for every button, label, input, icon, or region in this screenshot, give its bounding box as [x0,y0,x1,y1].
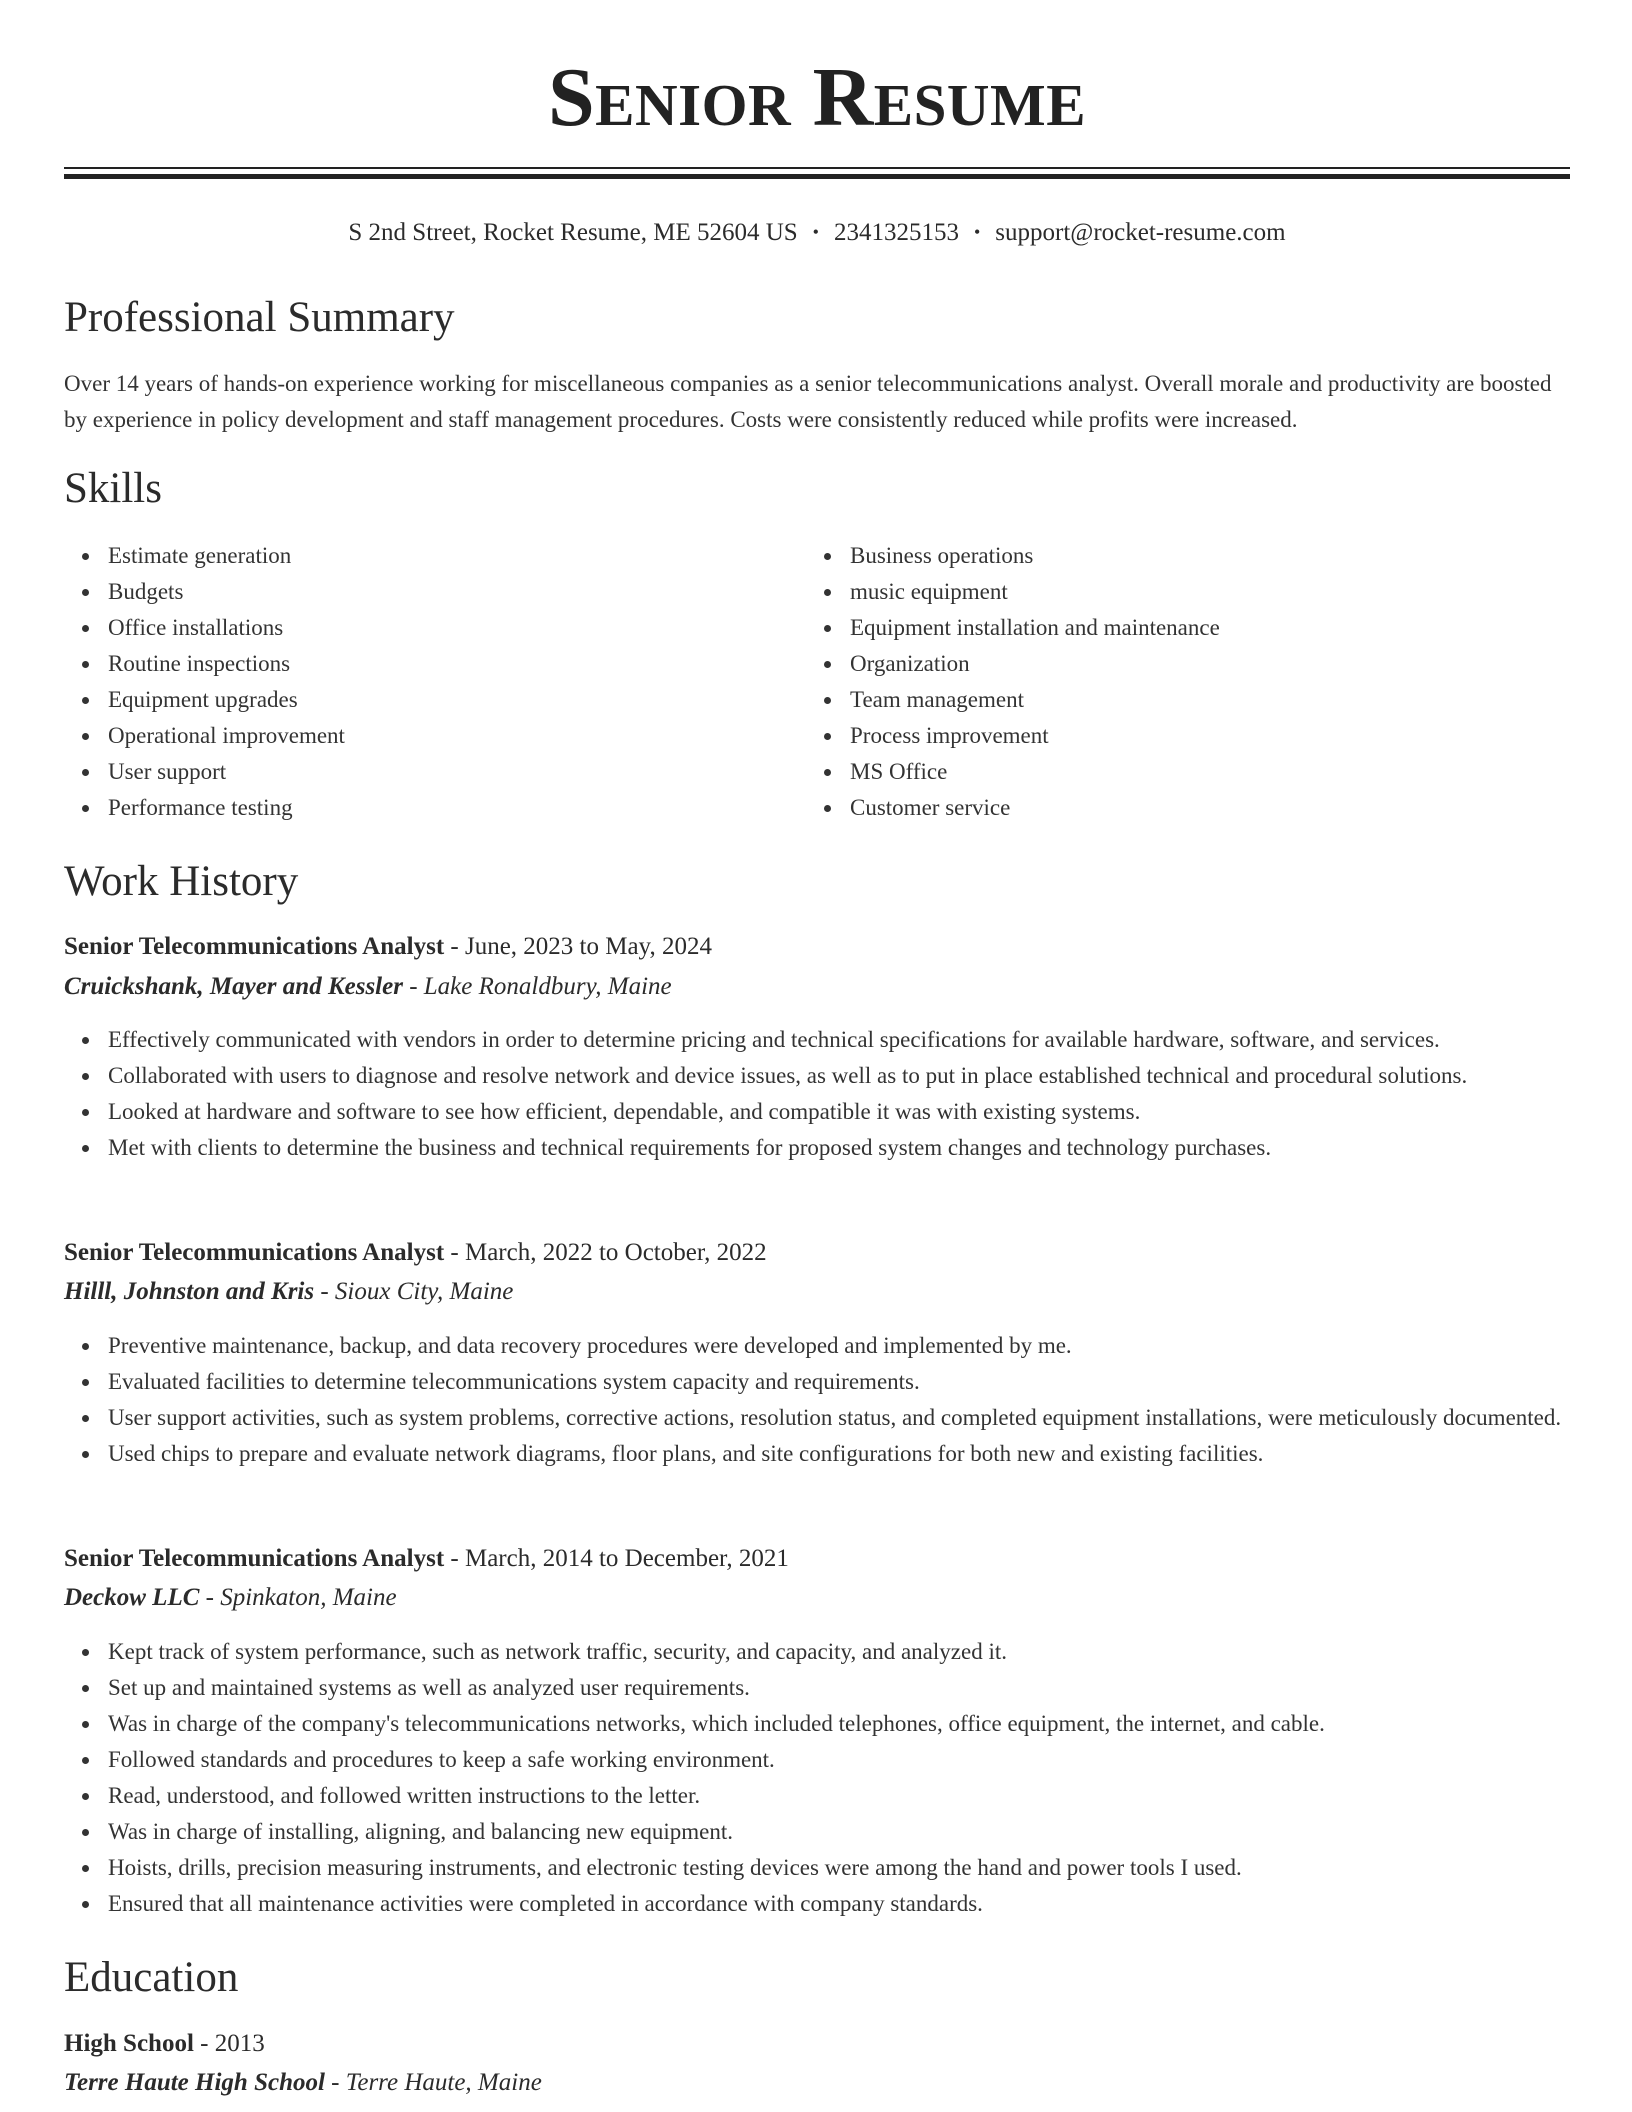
job-bullet: Used chips to prepare and evaluate network diagrams, floor plans, and site configurations for both new and existing facilities. [108,1436,1570,1472]
job-bullets [64,1022,1570,1166]
skills-heading: Skills [64,465,162,512]
skill-item: Budgets [108,574,808,610]
skill-item: Performance testing [108,790,808,826]
job-company: Hilll, Johnston and Kris [64,1278,315,1305]
summary-text: Over 14 years of hands-on experience working for miscellaneous companies as a senior telecommunications analyst. Overall morale and productivity are boosted by experience in policy development and staff management procedures. Costs were consistently reduced while profits were increased. [64,371,1552,432]
skill-item: Operational improvement [108,718,808,754]
contact-line [64,214,1570,251]
job-bullet: Kept track of system performance, such as network traffic, security, and capacity, and analyzed it. [108,1634,1570,1670]
job-bullets [64,1634,1570,1922]
skills-list-right [806,538,1614,826]
header-rule-thin [64,167,1570,169]
job-bullet: Effectively communicated with vendors in order to determine pricing and technical specifications for available hardware, software, and services. [108,1022,1570,1058]
job-bullet: Followed standards and procedures to keep a safe working environment. [108,1742,1570,1778]
skill-item: Office installations [108,610,808,646]
job-bullet: Looked at hardware and software to see how efficient, dependable, and compatible it was with existing systems. [108,1094,1570,1130]
education-degree: High School [64,2030,194,2057]
education-school: Terre Haute High School [64,2069,325,2096]
job-location: - Spinkaton, Maine [199,1584,397,1611]
skill-item: Organization [850,646,1614,682]
skill-item: Equipment upgrades [108,682,808,718]
skill-item: Equipment installation and maintenance [850,610,1614,646]
job-bullets [64,1328,1570,1472]
job-dates: - March, 2022 to October, 2022 [444,1239,767,1266]
job-location: - Sioux City, Maine [314,1278,514,1305]
job-dates: - June, 2023 to May, 2024 [444,933,712,960]
skill-item: music equipment [850,574,1614,610]
skill-item: Estimate generation [108,538,808,574]
job-bullet: Evaluated facilities to determine telecommunications system capacity and requirements. [108,1364,1570,1400]
skill-item: Customer service [850,790,1614,826]
job-title: Senior Telecommunications Analyst [64,1545,445,1572]
contact-email[interactable]: support@rocket-resume.com [995,219,1286,246]
education-heading: Education [64,1954,239,2001]
contact-separator: • [973,222,981,242]
skill-item: Process improvement [850,718,1614,754]
education-location: - Terre Haute, Maine [324,2069,542,2096]
job-title: Senior Telecommunications Analyst [64,933,445,960]
job-bullet: Set up and maintained systems as well as analyzed user requirements. [108,1670,1570,1706]
header-rule-thick [64,174,1570,179]
skill-item: Business operations [850,538,1614,574]
contact-address: S 2nd Street, Rocket Resume, ME 52604 US [348,219,798,246]
summary-heading: Professional Summary [64,294,455,341]
job-bullet: Preventive maintenance, backup, and data recovery procedures were developed and implemented by me. [108,1328,1570,1364]
job-bullet: Met with clients to determine the business and technical requirements for proposed system changes and technology purchases. [108,1130,1570,1166]
skill-item: User support [108,754,808,790]
job-header [64,1540,789,1578]
skill-item: Team management [850,682,1614,718]
job-company-line [64,1579,397,1617]
work-heading: Work History [64,858,299,905]
job-bullet: Was in charge of the company's telecommunications networks, which included telephones, office equipment, the internet, and cable. [108,1706,1570,1742]
job-bullet: User support activities, such as system problems, corrective actions, resolution status, and completed equipment installations, were meticulously documented. [108,1400,1570,1436]
skill-item: MS Office [850,754,1614,790]
job-bullet: Ensured that all maintenance activities were completed in accordance with company standards. [108,1886,1570,1922]
job-bullet: Collaborated with users to diagnose and resolve network and device issues, as well as to put in place established technical and procedural solutions. [108,1058,1570,1094]
contact-separator: • [812,222,819,242]
job-company-line [64,968,672,1006]
resume-content [64,0,1570,2096]
resume-name: Senior Resume [547,51,1087,144]
education-school-line [64,2064,542,2102]
job-bullet: Read, understood, and followed written instructions to the letter. [108,1778,1570,1814]
job-header [64,1234,767,1272]
skills-list-left [64,538,808,826]
job-company: Cruickshank, Mayer and Kessler [64,973,403,1000]
job-dates: - March, 2014 to December, 2021 [444,1545,789,1572]
job-location: - Lake Ronaldbury, Maine [402,973,672,1000]
job-header [64,928,712,966]
job-bullet: Hoists, drills, precision measuring instruments, and electronic testing devices were among the hand and power tools I used. [108,1850,1570,1886]
skill-item: Routine inspections [108,646,808,682]
job-company: Deckow LLC [64,1584,200,1611]
education-year: - 2013 [193,2030,265,2057]
education-header [64,2025,265,2063]
job-company-line [64,1273,513,1311]
job-title: Senior Telecommunications Analyst [64,1239,445,1266]
contact-phone: 2341325153 [833,219,959,246]
job-bullet: Was in charge of installing, aligning, and balancing new equipment. [108,1814,1570,1850]
